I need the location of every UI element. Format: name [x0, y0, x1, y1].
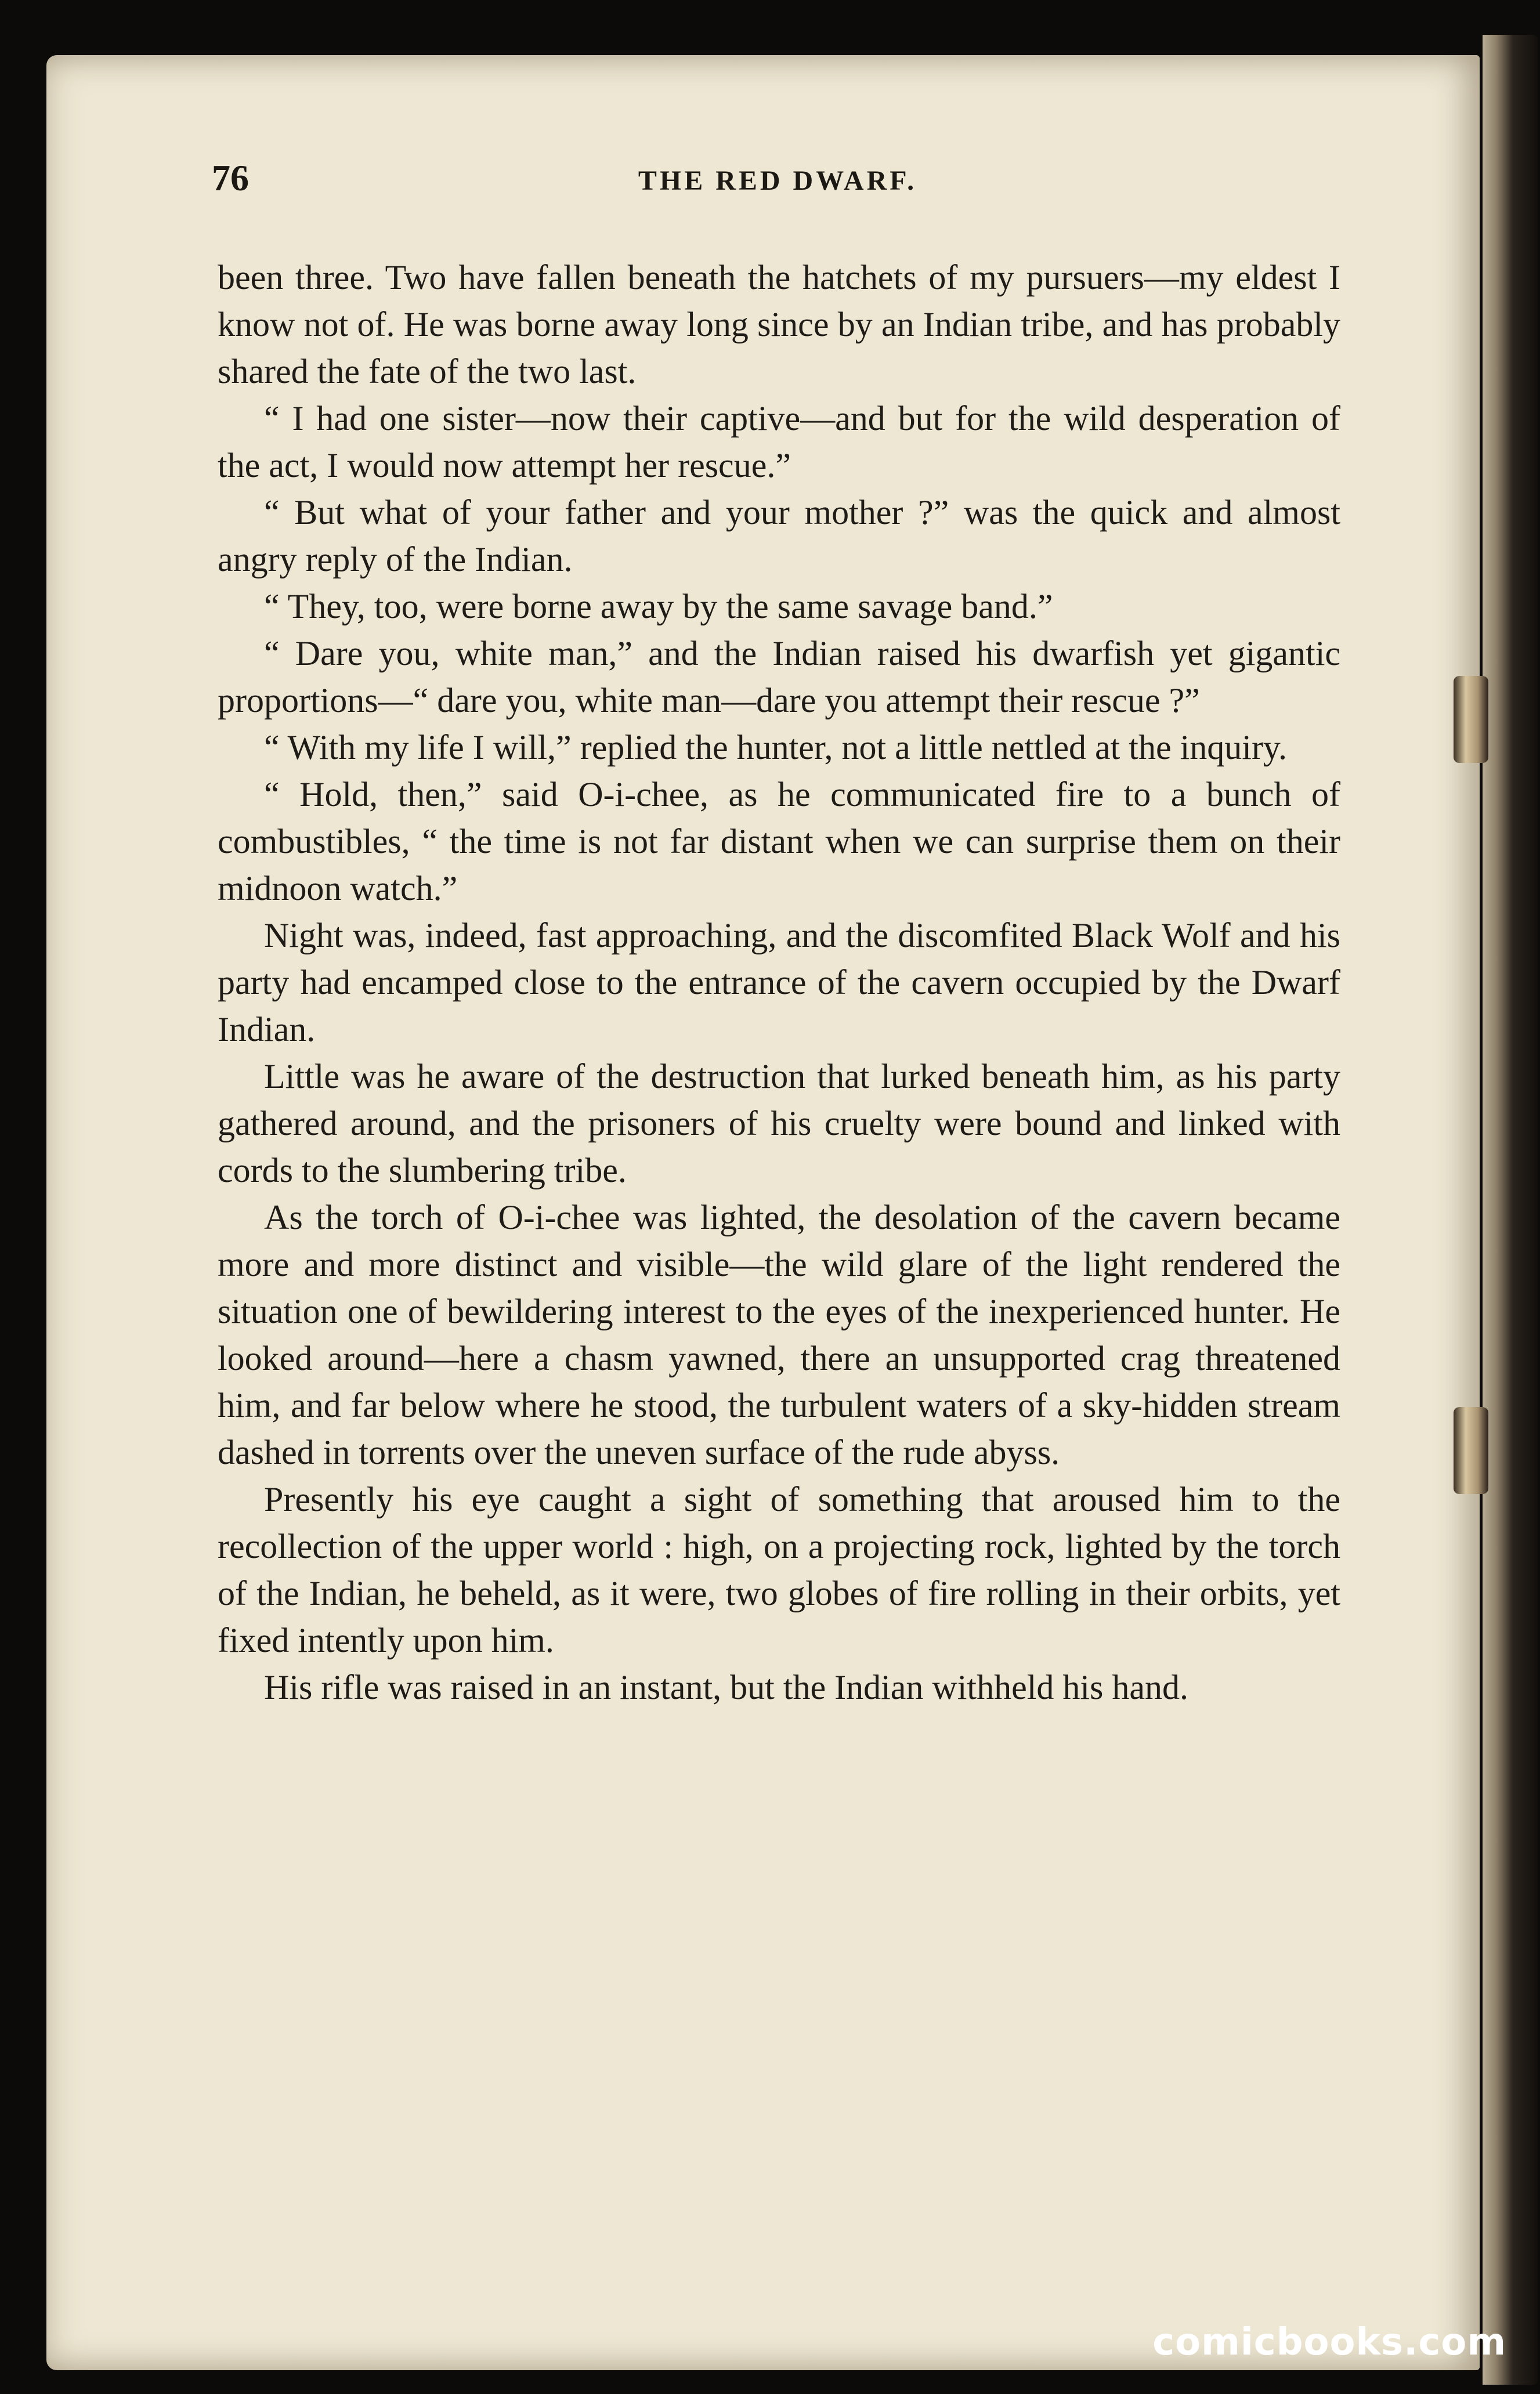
paragraph: “ But what of your father and your mother ?” was the quick and almost angry reply of the Indian. — [218, 493, 1340, 578]
paragraph: His rifle was raised in an instant, but the Indian withheld his hand. — [264, 1668, 1189, 1706]
site-watermark: comicbooks.com — [1152, 2321, 1506, 2364]
binding-stitch — [1454, 676, 1488, 763]
binding-stitch — [1454, 1407, 1488, 1494]
paragraph: “ With my life I will,” replied the hunter, not a little nettled at the inquiry. — [264, 728, 1288, 766]
paragraph: “ They, too, were borne away by the same savage band.” — [264, 587, 1053, 625]
paragraph: Little was he aware of the destruction that lurked beneath him, as his party gathered around, and the prisoners of his cruelty were bound and linked with cords to the slumbering tribe. — [218, 1057, 1340, 1189]
paragraph: “ Dare you, white man,” and the Indian raised his dwarfish yet gigantic proportions—“ dare you, white man—dare you attempt their rescue ?” — [218, 634, 1340, 719]
paragraph: As the torch of O-i-chee was lighted, the desolation of the cavern became more and more distinct and visible—the wild glare of the light rendered the situation one of bewildering interest to the eyes of the inexperienced hunter. He looked around—here a chasm yawned, there an unsupported crag threatened him, and far below where he stood, the turbulent waters of a sky-hidden stream dashed in torrents over the uneven surface of the rude abyss. — [218, 1198, 1340, 1471]
paragraph: “ I had one sister—now their captive—and but for the wild desperation of the act, I would now attempt her rescue.” — [218, 399, 1340, 484]
paragraph: been three. Two have fallen beneath the hatchets of my pursuers—my eldest I know not of. He was borne away long since by an Indian tribe, and has probably shared the fate of the two last. — [218, 258, 1340, 390]
paragraph: Night was, indeed, fast approaching, and the discomfited Black Wolf and his party had encamped close to the entrance of the cavern occupied by the Dwarf Indian. — [218, 916, 1340, 1048]
paragraph: “ Hold, then,” said O-i-chee, as he communicated fire to a bunch of combustibles, “ the time is not far distant when we can surprise them on their midnoon watch.” — [218, 775, 1340, 907]
running-title: THE RED DWARF. — [638, 165, 917, 196]
page-body — [218, 254, 1340, 1711]
paragraph: Presently his eye caught a sight of something that aroused him to the recollection of the upper world : high, on a projecting rock, lighted by the torch of the Indian, he beheld, as it were, two globes of fire rolling in their orbits, yet fixed intently upon him. — [218, 1480, 1340, 1659]
page-header — [212, 157, 1343, 203]
book-spine-edge — [1483, 35, 1538, 2385]
page-number: 76 — [212, 157, 249, 198]
